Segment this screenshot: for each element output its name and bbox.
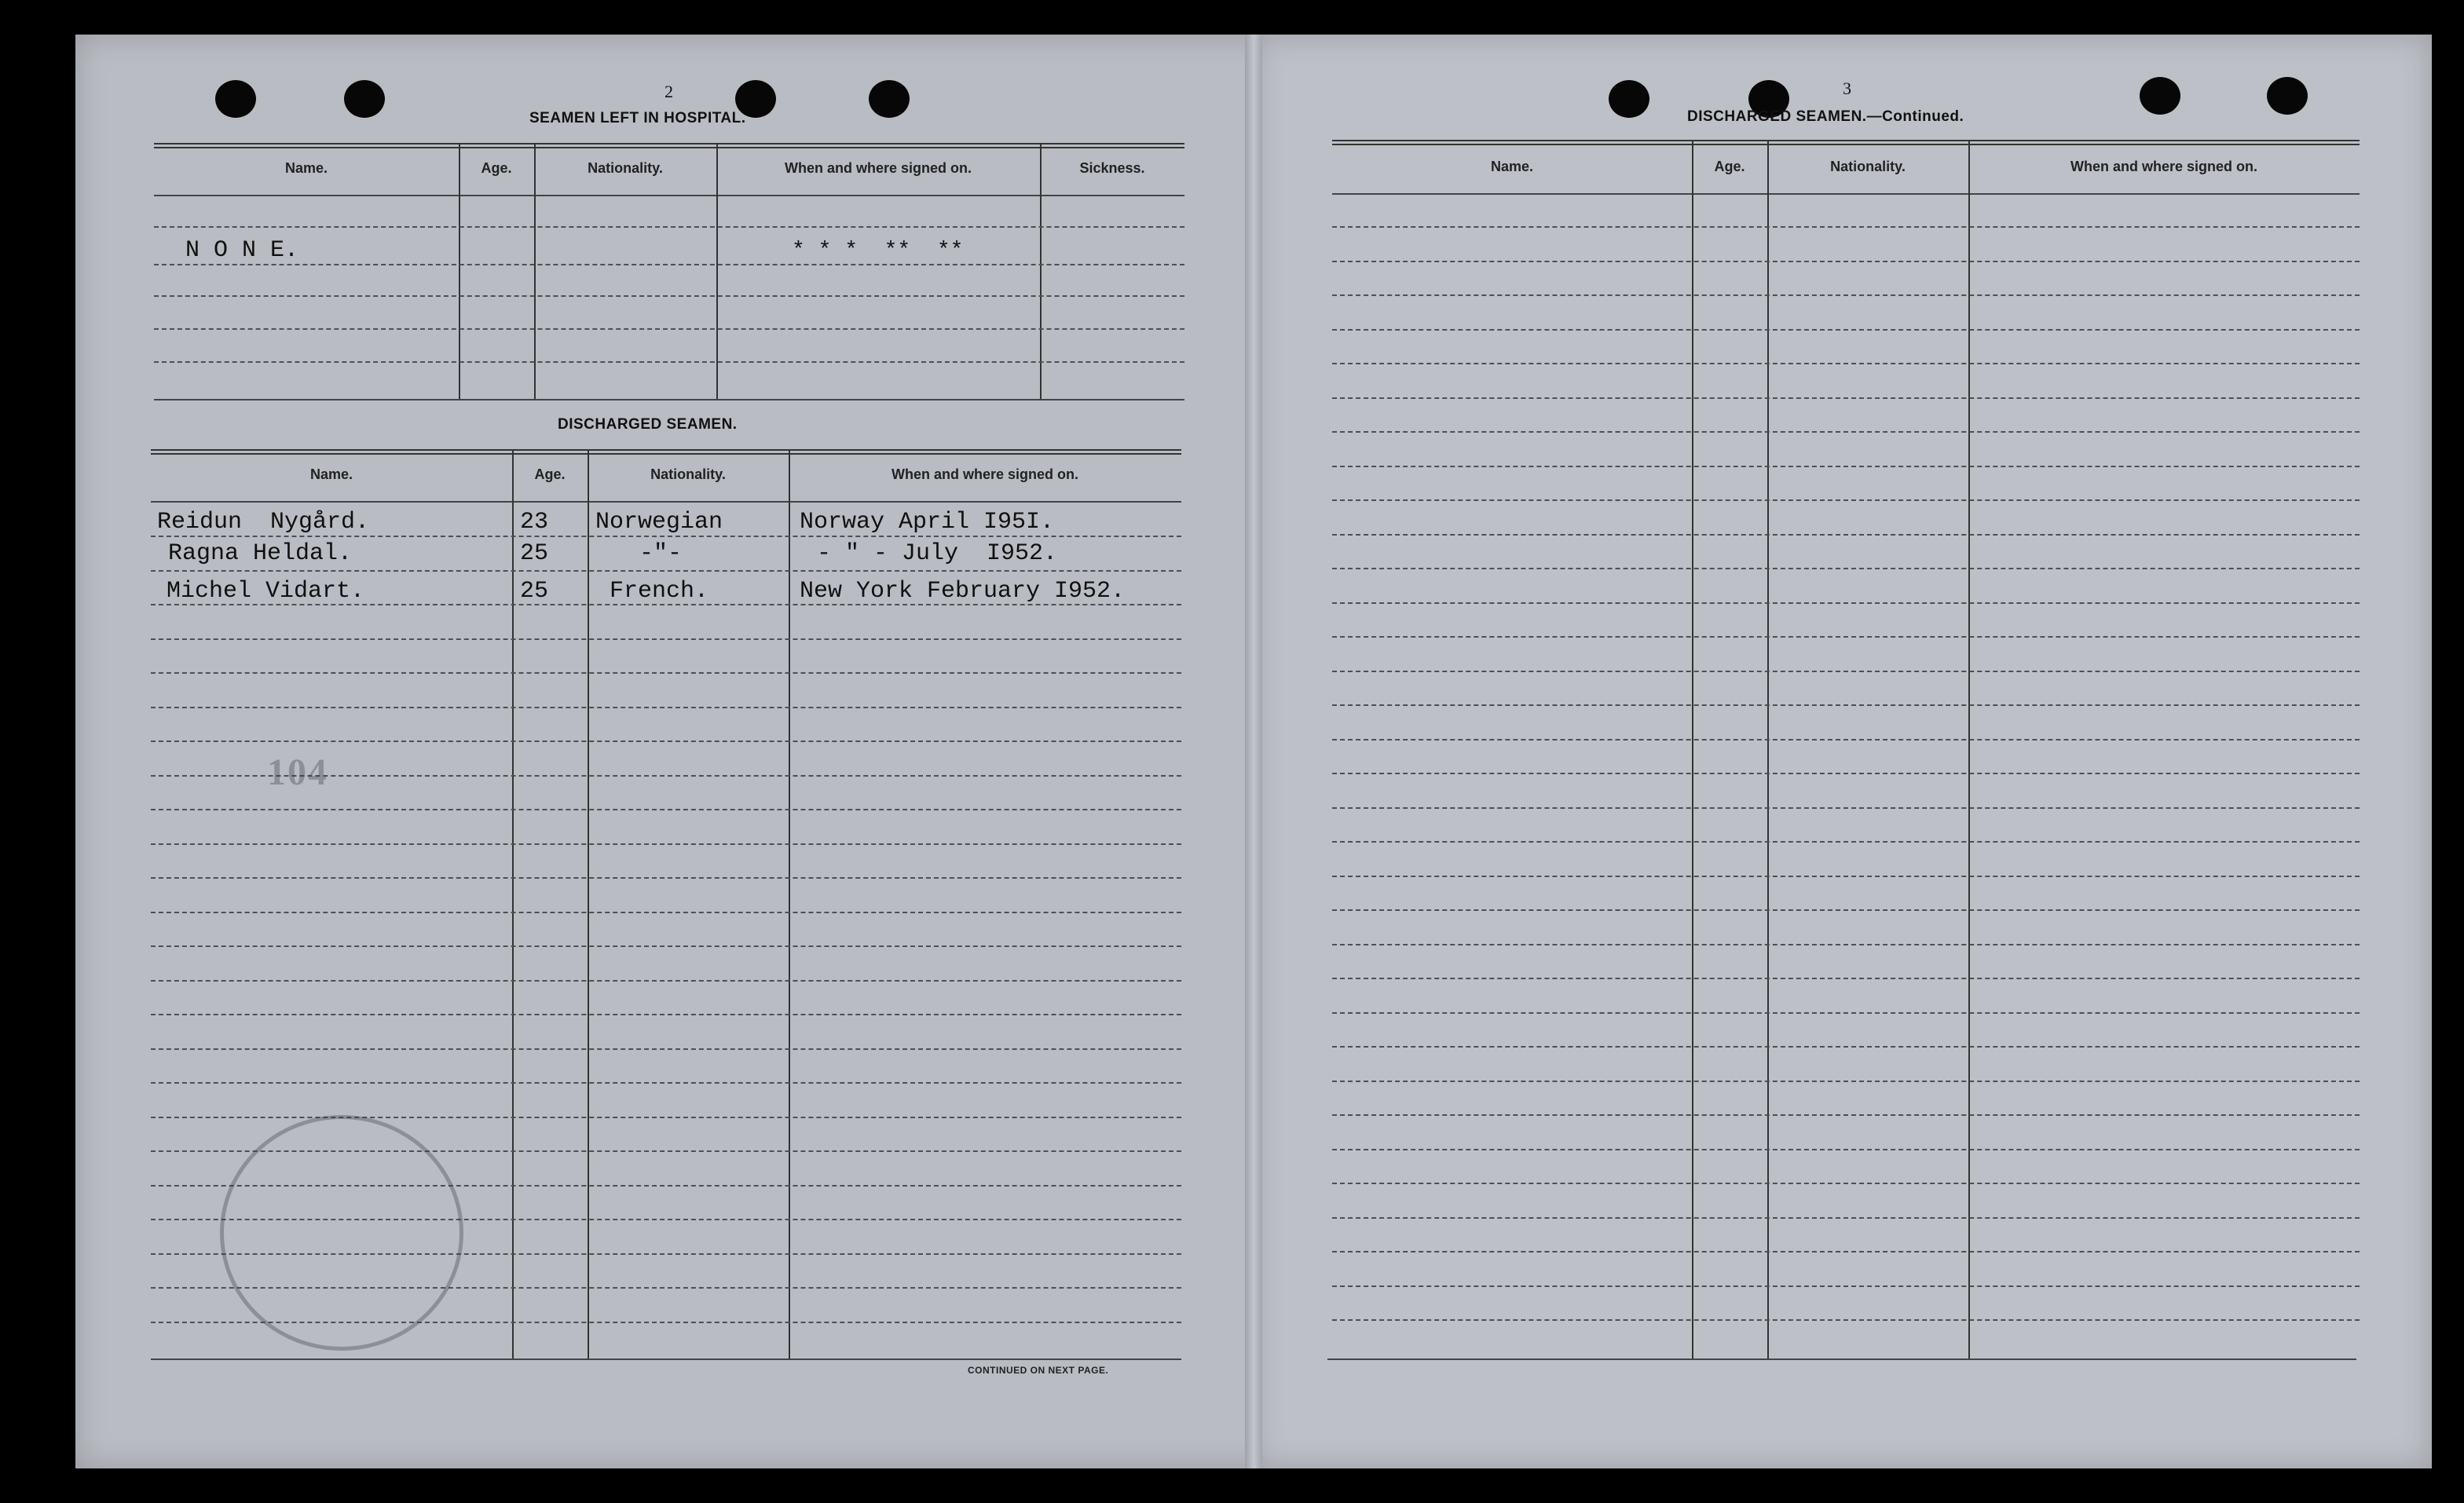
ruled-line: [151, 843, 1181, 845]
ruled-line: [1332, 1183, 2360, 1184]
ruled-line: [1332, 739, 2360, 741]
ruled-line: [1332, 671, 2360, 672]
table-rule: [151, 449, 1181, 455]
row-age: 25: [520, 540, 549, 567]
ruled-line: [154, 361, 1184, 363]
ruled-line: [1332, 363, 2360, 364]
row-signed-on: Norway April I95I.: [800, 509, 1055, 536]
punch-hole: [869, 80, 910, 118]
col-header-name: Name.: [284, 160, 328, 176]
ruled-line: [151, 809, 1181, 810]
row-name: Ragna Heldal.: [168, 540, 353, 567]
row-age: 23: [520, 509, 549, 536]
ruled-line: [151, 741, 1181, 742]
right-section-title: DISCHARGED SEAMEN.—Continued.: [1687, 108, 1964, 125]
col-header-signed-on: When and where signed on.: [891, 466, 1079, 482]
ruled-line: [1332, 1319, 2360, 1321]
ruled-line: [151, 1117, 1181, 1118]
col-header-nationality: Nationality.: [650, 466, 726, 482]
row-signed-on: - " - July I952.: [817, 540, 1058, 567]
ruled-line: [154, 226, 1184, 228]
right-page-number: 3: [1843, 79, 1851, 98]
punch-hole: [2267, 77, 2308, 115]
ruled-line: [1332, 773, 2360, 774]
col-header-signed-on: When and where signed on.: [784, 160, 972, 176]
ruled-line: [1332, 841, 2360, 843]
ruled-line: [1332, 1251, 2360, 1252]
table-rule: [154, 399, 1184, 400]
ruled-line: [151, 570, 1181, 572]
col-header-age: Age.: [1714, 159, 1745, 174]
continued-note: CONTINUED ON NEXT PAGE.: [968, 1365, 1109, 1376]
punch-hole: [215, 80, 256, 118]
ruled-line: [1332, 1114, 2360, 1116]
ruled-line: [151, 638, 1181, 640]
ruled-line: [1332, 909, 2360, 911]
column-rule: [789, 449, 790, 1359]
ruled-line: [1332, 944, 2360, 945]
ruled-line: [1332, 1285, 2360, 1287]
ruled-line: [1332, 329, 2360, 331]
table-rule: [154, 143, 1184, 148]
hospital-entry-name: N O N E.: [185, 237, 299, 264]
table-rule: [1327, 1359, 2356, 1360]
ruled-line: [154, 264, 1184, 265]
punch-hole: [344, 80, 385, 118]
ruled-line: [151, 672, 1181, 674]
ruled-line: [151, 1082, 1181, 1084]
ruled-line: [151, 980, 1181, 982]
ruled-line: [1332, 466, 2360, 467]
faint-page-mark: 104: [267, 752, 328, 793]
ruled-line: [151, 945, 1181, 947]
row-nationality: French.: [610, 578, 709, 605]
row-nationality: Norwegian: [595, 509, 723, 536]
ruled-line: [1332, 807, 2360, 809]
col-header-age: Age.: [481, 160, 512, 176]
ruled-line: [1332, 978, 2360, 979]
left-page-number: 2: [665, 82, 673, 101]
ruled-line: [1332, 534, 2360, 536]
col-header-name: Name.: [309, 466, 353, 482]
punch-hole: [2140, 77, 2180, 115]
col-header-nationality: Nationality.: [1830, 159, 1906, 174]
ruled-line: [1332, 1012, 2360, 1014]
ruled-line: [1332, 1217, 2360, 1219]
col-header-sickness: Sickness.: [1079, 160, 1145, 176]
ruled-line: [1332, 499, 2360, 501]
col-header-signed-on: When and where signed on.: [2070, 159, 2258, 174]
row-name: Michel Vidart.: [167, 578, 365, 605]
ruled-line: [1332, 876, 2360, 877]
row-signed-on: New York February I952.: [800, 578, 1126, 605]
ruled-line: [1332, 226, 2360, 228]
right-page: [1254, 35, 2432, 1468]
ruled-line: [151, 877, 1181, 879]
table-rule: [1332, 193, 2360, 195]
column-rule: [1767, 140, 1769, 1359]
column-rule: [1692, 140, 1693, 1359]
column-rule: [1968, 140, 1970, 1359]
ruled-line: [151, 536, 1181, 537]
ruled-line: [1332, 1081, 2360, 1082]
row-name: Reidun Nygård.: [157, 509, 370, 536]
ruled-line: [1332, 397, 2360, 399]
row-age: 25: [520, 578, 549, 605]
hospital-entry-signed: * * * ** **: [792, 239, 964, 263]
ruled-line: [1332, 1046, 2360, 1048]
faded-stamp: [220, 1115, 463, 1351]
ruled-line: [151, 1048, 1181, 1050]
discharged-section-title: DISCHARGED SEAMEN.: [558, 416, 738, 433]
page-gutter: [1245, 35, 1262, 1468]
column-rule: [512, 449, 514, 1359]
punch-hole: [1609, 80, 1649, 118]
ruled-line: [1332, 261, 2360, 262]
hospital-section-title: SEAMEN LEFT IN HOSPITAL.: [529, 110, 746, 126]
ruled-line: [1332, 602, 2360, 604]
col-header-nationality: Nationality.: [588, 160, 663, 176]
ruled-line: [151, 707, 1181, 708]
ruled-line: [154, 295, 1184, 297]
ruled-line: [1332, 1149, 2360, 1150]
col-header-age: Age.: [534, 466, 566, 482]
ruled-line: [1332, 294, 2360, 296]
table-rule: [154, 195, 1184, 196]
ruled-line: [1332, 636, 2360, 638]
column-rule: [588, 449, 589, 1359]
ruled-line: [1332, 704, 2360, 706]
ruled-line: [1332, 431, 2360, 433]
table-rule: [151, 501, 1181, 503]
table-rule: [151, 1359, 1181, 1360]
ruled-line: [1332, 568, 2360, 569]
col-header-name: Name.: [1490, 159, 1534, 174]
ruled-line: [151, 912, 1181, 913]
row-nationality: -"-: [639, 540, 683, 567]
ruled-line: [154, 328, 1184, 330]
ruled-line: [151, 1014, 1181, 1015]
table-rule: [1332, 140, 2360, 145]
